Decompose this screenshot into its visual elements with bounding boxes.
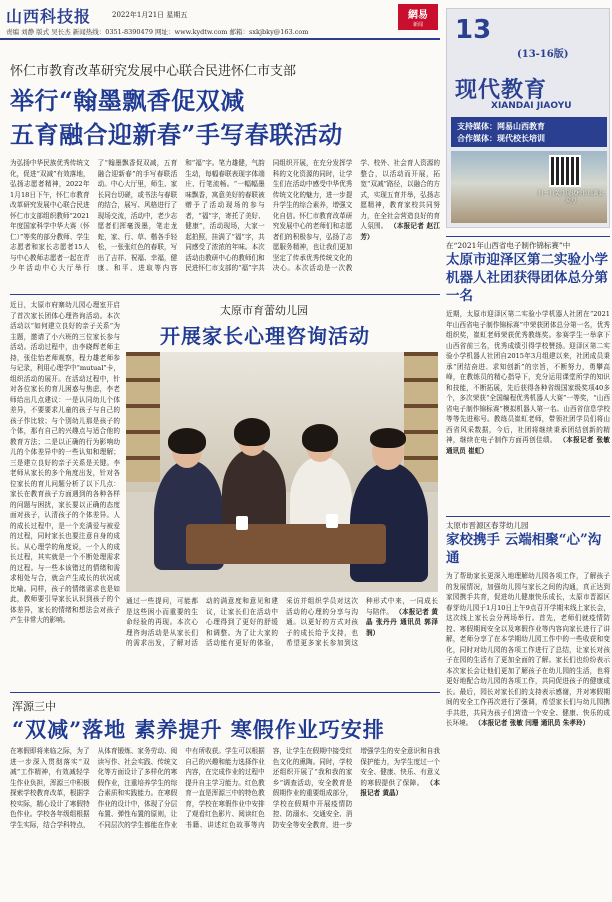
article3-text: 在寒假即将来临之际，为了进一步深入贯彻落实“双减”工作精神，有效减轻学生作业负担，浑源三中积极探索学校教育改革，根据学校实际，精心设计了寒假特色作业。学校各年级组根据学生实际，结合学科特点，从体育锻炼、家务劳动、阅读写作、社会实践、传统文化等方面设计了多样化的寒假作业，注重培养学生的综合素质和实践能力。在寒假作业的设计中，体现了分层布置、弹性布置的原则，让不同层次的学生都能在作业中有所收获。学生可以根据自己的兴趣和能力选择作业内容，在完成作业的过程中提升自主学习能力。红色教育一直是浑源三中的特色教育，学校在寒假作业中安排了观看红色影片、阅读红色书籍、讲述红色故事等内容，让学生在假期中接受红色文化的熏陶。同时，学校还组织开展了“我和我的家乡”调查活动，安全教育是假期作业的重要组成部分，学校在假期中开展疫情防控、防溺水、交通安全、消防安全等安全教育，进一步增强学生的安全意识和自我保护能力，为学生度过一个安全、健康、快乐、有意义的寒假提供了保障。 <box>10 747 440 829</box>
photo-shelf-right <box>404 352 438 482</box>
slogan-line-2: 合作媒体：现代校长培训 <box>457 133 545 143</box>
article4-body <box>446 309 610 456</box>
qr-caption: 扫一扫关注现代校长培训公众号 <box>537 191 604 204</box>
edition-photo <box>451 151 607 223</box>
article3-headline: “双减”落地 素养提升 寒假作业巧安排 <box>12 717 385 742</box>
article3-byline: （本报记者 黄晶） <box>360 778 440 797</box>
photo-mug <box>326 514 338 528</box>
article4-byline: （本报记者 张敏 通讯员 崔虹） <box>446 436 610 455</box>
article1-headline <box>10 84 440 152</box>
edition-range: (13-16版) <box>517 49 569 60</box>
article2-headline: 开展家长心理咨询活动 <box>160 324 370 348</box>
article4-headline: 太原市迎泽区第二实验小学机器人社团获得团体总分第一名 <box>446 252 608 304</box>
article5-headline: 家校携手 云端相聚“心”沟通 <box>446 532 602 566</box>
article3-body <box>10 746 440 896</box>
article5-text: 为了帮助家长更深入地理解幼儿园各项工作，了解孩子的发展情况，加强幼儿园与家长之间的沟通，真正达到家园携手共育，促进幼儿健康快乐成长，太原市晋源区春芽幼儿园于1月10日上午9点召开学期末线上家长会，这次线上家长会分两场举行。首先，老师们就疫情防控、寒假期间安全以及寒假作业等内容向家长进行了讲解，老师分享了在本学期幼儿园工作中的一些收获和变化，同时对幼儿园的各项工作进行了总结，让家长对孩子在园的生活有了更加全面的了解。家长们也纷纷表示本次家长会让他们更加了解孩子在幼儿园的生活，也将更好地配合幼儿园的各项工作，共同促进孩子的健康成长。最后，园长对家长们的支持表示感谢，并对寒假期间的安全工作再次进行了强调，希望家长们与幼儿园携手共进，共同为孩子们营造一个安全、健康、快乐的成长环境。 <box>446 572 610 727</box>
staff-line: 责编 刘静 版式 吴长杰 新闻热线：0351-8390479 网址：www.kydtw.com 邮箱：sxkjbky@163.com <box>6 28 309 36</box>
counseling-photo <box>126 352 438 592</box>
article2-kicker: 太原市育蕾幼儿园 <box>220 304 308 317</box>
article4-text: 近期，太原市迎泽区第二实验小学机器人社团在“2021年山西省电子制作锦标赛”中荣获团体总分第一名，优秀组织奖，崔虹老师荣获优秀教练奖。参赛学生一举拿下山西省前三名，优秀成绩引得学校赞扬。迎泽区第二实验小学机器人社团自2015年3月组建以来，社团成员秉承“团结奋进、求知创新”的宗旨，不断努力，勇攀高峰，在教练员的精心指导下，充分运用课堂所学的知识和技能，不断拓展，先后获得各种省级国家级奖项40多个，多次荣获“全国编程优秀机器人大赛”一等奖，“山西省电子制作锦标赛”模拟机器人第一名。山西省信息学校等等先进称号。教练员崔虹老师，带领社团学员们将山西省风采数据，今后，社团将继续秉承团结创新的精神，继续在电子制作方面再创佳绩。 <box>446 310 610 444</box>
article1-text: 为弘扬中华民族优秀传统文化，促进“双减”有效落地，弘扬志愿者精神，2022年1月18日下午，怀仁市教育改革研究发展中心联合民进怀仁市支部组织教师“2021年度国家科学中华大赛（怀仁）”等奖的部分教师、学生志愿者和家长志愿者15人与中心教师志愿者一起在青少年活动中心大厅举行了“翰墨飘香促双减，五育融合迎新春”的手写春联活动。中心大厅里，师生、家长同台切磋，或书法与春联的结合，展写、风格进行了现场交流，活动中，老少志愿者们挥毫泼墨，笔走龙蛇，家、行、草、楷各手轻松，一张张红色的春联，写出了吉祥、祝福、幸福，健康、和平、进取等内容和“福”字。笔力雄健，气韵生动，每幅春联表现字体端庄、行笔流畅。“一幅幅墨味飘香，寓意美好的春联被赠予了活动现场的参与者，“福”字，寄托了美好、健康”，活动现场，大家一起拍照，挂满了“福”字，共同感受了浓浓的年味。本次活动由教研中心的教师们和民进怀仁市支部的“福”字共同组织开展，在充分发挥学科的文化资源的同时，让学生们在活动中感受中华优秀传统文化的魅力，进一步提升学生的综合素养，增强文化自信。怀仁市教育改革研究发展中心的老师们和志愿者们的积极参与，弘扬了志愿服务精神，也让我们更加坚定了传承优秀传统文化的决心。本次活动是一次教学、校外、社会育人资源的整合，以活动而开展，拓宽“双减”路径，以融合的方式，实现五育并举，弘扬志愿精神，教育家校共同努力，在全社会营造良好的育人氛围。 <box>10 159 440 272</box>
article2-body <box>126 596 438 688</box>
edition-box <box>446 8 610 228</box>
article1-body <box>10 158 440 288</box>
article-left-body: 近日，太原市府寨幼儿园心理室开启了首次家长团体心理咨询活动。本次活动以“如何建立良好的亲子关系”为主题，邀请了小六班的三位家长参与活动。活动过程中，由李晓辉老师主持，张佳怡老师观察，程力雄老师参与记录，利用心理学中“mutual”卡，组织活动的展开。在活动过程中，针对各位家长的育儿困惑与焦虑，李老师给出几点建议：一是认同幼儿个体差异，不要要求儿童的孩子与自己的孩子作比较；与个别幼儿那是孩子的个体，那有自己的兴趣点与适合他的教育方法；二是以正确的行为影响幼儿的个体差异中的一些认知和理解；三是建立良好的亲子关系是关键。李老师从家长的多个角度出发，针对各位家长的育儿问题分析了以下几点：家长在教育孩子方面遇到的各种各样的问题与困扰，家长要以正确的态度面对孩子，认清孩子的个体差异。人的成长过程中，是一个充满爱与被爱的过程，同时家长也要注意自身的成长。从心理学的角度说，一个人的成长过程，其实就是一个不断处理需求的过程。与一些本该错过的情绪和需求相处与合，就会产生成长的状况或比喻。同样，孩子的情绪需求也是如此，教师要引导家长认识到孩子的个体差异，家长的情绪和想法会对孩子产生非常大的影响。 <box>10 301 120 624</box>
photo-person-4-hair <box>370 428 406 448</box>
photo-person-4 <box>350 462 428 582</box>
article2-text: 通过一些提问，可能都是这些困小而重要的生命经验的再现。本次心理咨询活动是从家长们的需求出发，了解对活动的满意度和意见和建议，让家长们在活动中心理得到了更好的舒缓和调整。为了让大家的活动能有更好的体验，采访并组织学员对这次活动的心理的分享与沟通。以更好的方式对孩子的成长给予支持，也希望更多家长参加到这种形式中来，一同成长与陪伴。 <box>126 597 438 647</box>
logo-sub: 新闻 <box>412 22 423 28</box>
logo-text: 網易 <box>408 10 428 21</box>
article4 <box>446 240 610 512</box>
photo-table <box>186 524 386 564</box>
photo-mug <box>236 516 248 530</box>
photo-person-3-hair <box>302 424 338 452</box>
article5-body <box>446 571 610 729</box>
article1-byline: （本报记者 赵江芳） <box>360 222 440 241</box>
section-rule <box>10 294 440 295</box>
issue-date: 2022年1月21日 星期五 <box>112 11 188 19</box>
photo-shelf-left <box>126 352 160 482</box>
article5 <box>446 520 610 898</box>
section-rule <box>10 692 440 693</box>
paper-name: 山西科技报 <box>6 7 92 26</box>
article4-kicker: 在“2021年山西省电子制作锦标赛”中 <box>446 241 571 250</box>
article1-headline-line-1: 举行“翰墨飘香促双减 <box>10 86 245 115</box>
section-rule <box>446 236 610 237</box>
photo-person-1-hair <box>168 428 206 454</box>
edition-title: 现代教育 <box>455 77 548 103</box>
article1-kicker: 怀仁市教育改革研究发展中心联合民进怀仁市支部 <box>10 64 297 79</box>
edition-pinyin: XIANDAI JIAOYU <box>491 101 572 111</box>
article1-headline-line-2: 五育融合迎新春”手写春联活动 <box>10 120 343 149</box>
qr-code-icon[interactable] <box>549 155 581 187</box>
slogan-line-1: 支持媒体：网易山西教育 <box>457 121 545 131</box>
edition-number: 13 <box>455 15 492 45</box>
article5-byline: （本报记者 张敏 闫珊 通讯员 朱孝玲） <box>474 719 590 727</box>
section-rule <box>446 516 610 517</box>
edition-slogan <box>451 117 607 147</box>
article3-kicker: 浑源三中 <box>12 700 56 713</box>
article2-byline: （本报记者 黄晶 张丹丹 通讯员 郭泽润） <box>366 607 438 637</box>
masthead-rule <box>0 38 440 40</box>
photo-person-2-hair <box>234 418 270 446</box>
netease-logo <box>398 4 438 30</box>
article5-kicker: 太原市晋源区春芽幼儿园 <box>446 521 529 530</box>
